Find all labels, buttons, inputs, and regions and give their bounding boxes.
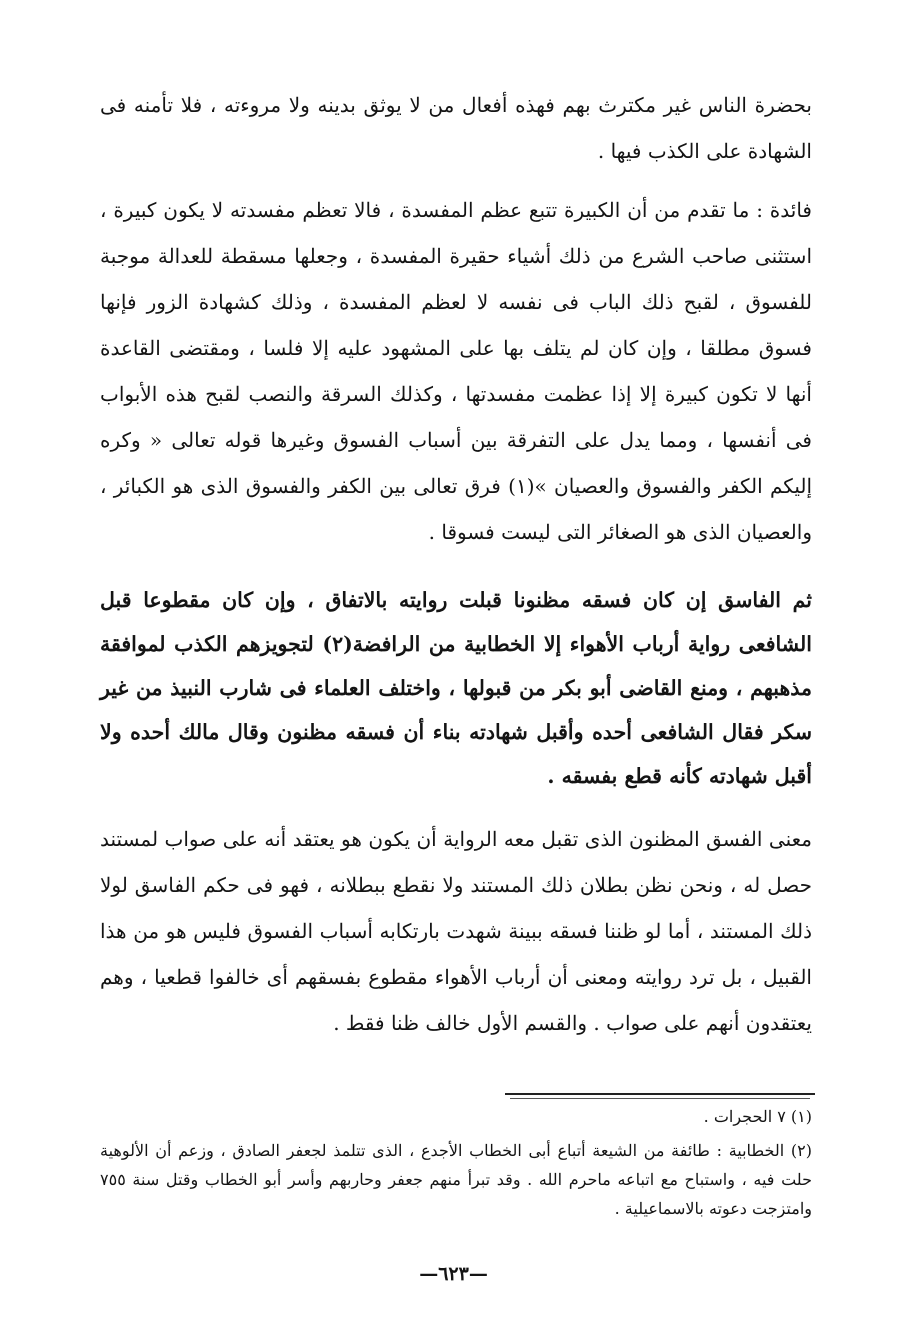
footnote-divider-thin — [510, 1098, 810, 1099]
footnote-1: (١) ٧ الحجرات . — [703, 1107, 812, 1126]
paragraph-2-faida: فائدة : ما تقدم من أن الكبيرة تتبع عظم المفسدة ، فالا تعظم مفسدته لا يكون كبيرة ، استثنى صاحب الشرع من ذلك أشياء حقيرة المفسدة ، وجعلها مسقطة للعدالة موجبة للفسوق ، لقبح ذلك الباب فى نفسه لا لعظم المفسدة ، وذلك كشهادة الزور فإنها فسوق مطلقا ، وإن كان لم يتلف بها على المشهود عليه إلا فلسا ، ومقتضى القاعدة أنها لا تكون كبيرة إلا إذا عظمت مفسدتها ، وكذلك السرقة والنصب لقبح هذه الأبواب فى أنفسها ، ومما يدل على التفرقة بين أسباب الفسوق وغيرها قوله تعالى « وكره إليكم الكفر والفسوق والعصيان »(١) فرق تعالى بين الكفر والفسوق الذى هو الكبائر ، والعصيان الذى هو الصغائر التى ليست فسوقا . — [100, 198, 813, 544]
footnote-2: (٢) الخطابية : طائفة من الشيعة أتباع أبى الخطاب الأجدع ، الذى تتلمذ لجعفر الصادق ، وزعم أن الألوهية حلت فيه ، واستباح مع اتباعه ماحرم الله . وقد تبرأ منهم جعفر وحاربهم وأسر أبو الخطاب وقتل سنة ٧٥٥ وامتزجت دعوته بالاسماعيلية . — [100, 1141, 812, 1218]
paragraph-4-meaning: معنى الفسق المظنون الذى تقبل معه الرواية أن يكون هو يعتقد أنه على صواب لمستند حصل له ، ونحن نظن بطلان ذلك المستند ولا نقطع ببطلانه ، فهو فى حكم الفاسق لولا ذلك المستند ، أما لو ظننا فسقه ببينة شهدت بارتكابه أسباب الفسوق فليس هو من هذا القبيل ، بل ترد روايته ومعنى أن أرباب الأهواء مقطوع بفسقهم أى خالفوا قطعيا ، وهم يعتقدون أنهم على صواب . والقسم الأول خالف ظنا فقط . — [100, 827, 813, 1035]
paragraph-3-fasiq: ثم الفاسق إن كان فسقه مظنونا قبلت روايته بالاتفاق ، وإن كان مقطوعا قبل الشافعى رواية أرباب الأهواء إلا الخطابية من الرافضة(٢) لتجويزهم الكذب لموافقة مذهبهم ، ومنع القاضى أبو بكر من قبولها ، واختلف العلماء فى شارب النبيذ من غير سكر فقال الشافعى أحده وأقبل شهادته بناء أن فسقه مظنون وقال مالك أحده ولا أقبل شهادته كأنه قطع بفسقه . — [100, 588, 813, 788]
footnote-divider — [505, 1093, 815, 1095]
page-number: —٦٢٣— — [419, 1263, 488, 1285]
paragraph-1: بحضرة الناس غير مكترث بهم فهذه أفعال من لا يوثق بدينه ولا مروءته ، فلا تأمنه فى الشهادة على الكذب فيها . — [100, 93, 812, 163]
